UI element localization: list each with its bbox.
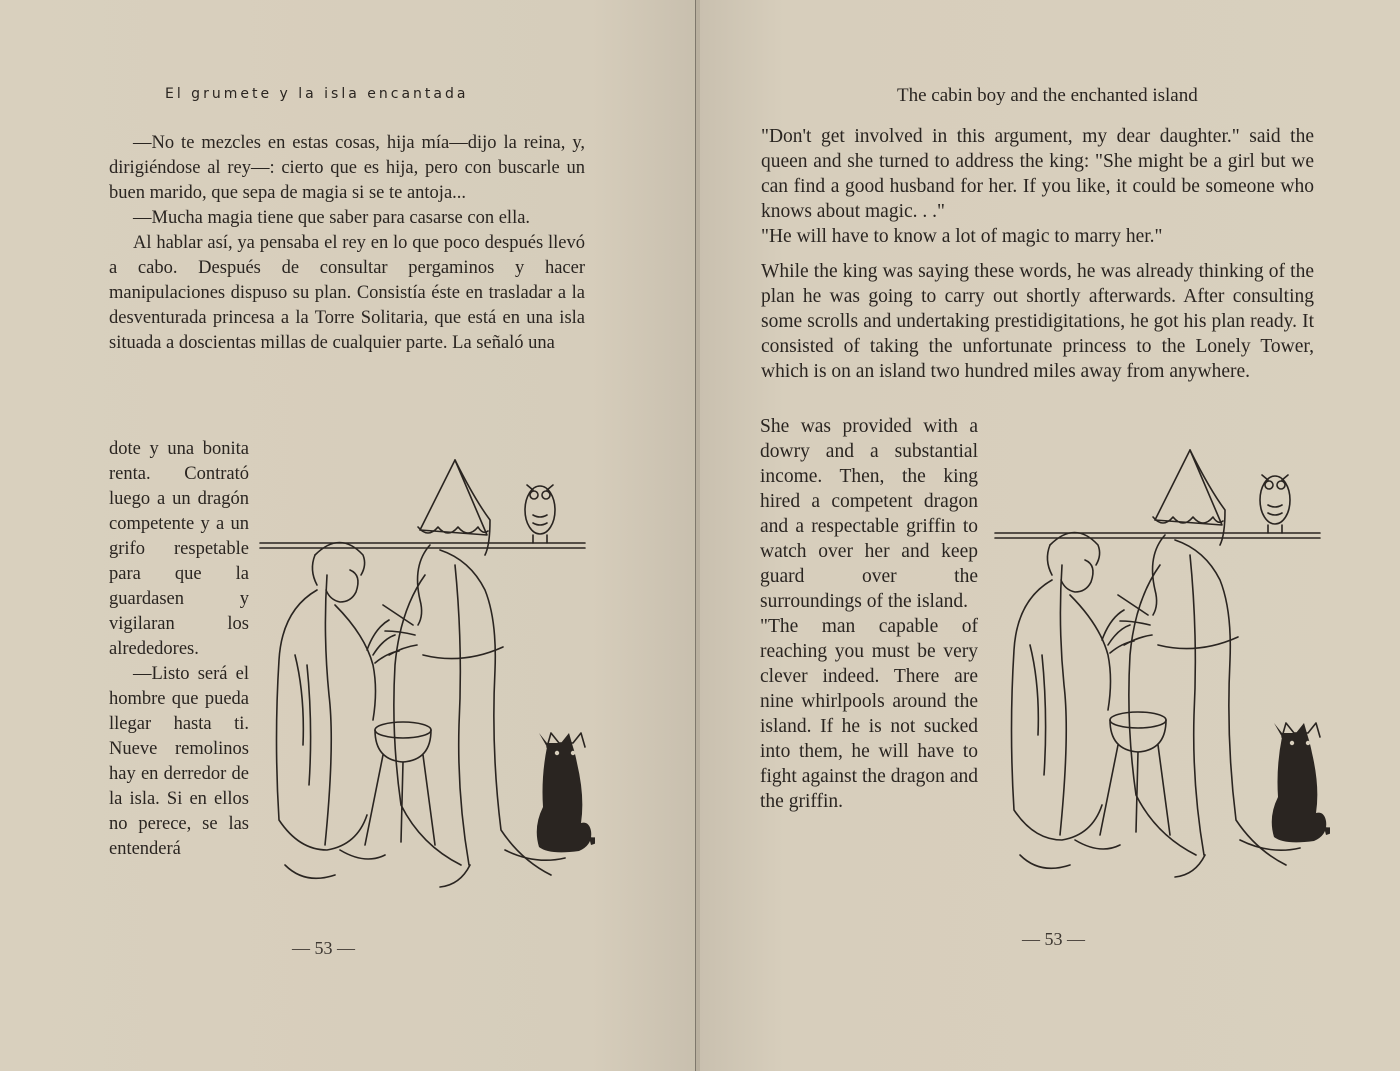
right-narrow-text <box>760 414 978 814</box>
right-paragraph-3: While the king was saying these words, he was already thinking of the plan he was going to carry out shortly afterwards. After consulting some scrolls and undertaking prestidigitations, he got his plan ready. It consisted of taking the unfortunate princess to the Lonely Tower, which is on an island two hundred miles away from anywhere. <box>761 261 1314 382</box>
right-paragraph-4: She was provided with a dowry and a substantial income. Then, the king hired a competent dragon and a respectable griffin to watch over her and keep guard over the surroundings of the island. <box>760 416 978 612</box>
right-paragraph-2: "He will have to know a lot of magic to marry her." <box>761 226 1163 247</box>
left-page <box>0 0 697 1071</box>
right-page-number: — 53 — <box>1022 929 1085 949</box>
left-page-number: — 53 — <box>292 938 355 958</box>
right-paragraph-1: "Don't get involved in this argument, my dear daughter." said the queen and she turned to address the king: "She might be a girl but we can find a good husband for her. If you like, it could be someone who knows about magic. . ." <box>761 126 1314 222</box>
left-paragraph-2: —Mucha magia tiene que saber para casarse con ella. <box>133 208 531 228</box>
left-paragraph-4: dote y una bonita renta. Contrató luego a un dragón competente y a un grifo respetable para que la guardasen y vigilaran los alrededores. <box>109 439 249 659</box>
left-narrow-text <box>109 437 249 862</box>
left-full-width-text <box>109 131 585 356</box>
right-paragraph-5: "The man capable of reaching you must be very clever indeed. There are nine whirlpools around the island. If he is not sucked into them, he will have to fight against the dragon and the griffin. <box>760 616 978 812</box>
left-paragraph-1: —No te mezcles en estas cosas, hija mía—dijo la reina, y, dirigiéndose al rey—: cierto que es hija, pero con buscarle un buen marido, que sepa de magia si se te antoja... <box>109 133 585 203</box>
right-page <box>700 0 1400 1071</box>
right-illustration <box>990 445 1330 905</box>
left-running-title: El grumete y la isla encantada <box>165 86 469 102</box>
left-paragraph-3: Al hablar así, ya pensaba el rey en lo que poco después llevó a cabo. Después de consultar pergaminos y hacer manipulaciones dispuso su plan. Consistía éste en trasladar a la desventurada princesa a la Torre Solitaria, que está en una isla situada a doscientas millas de cualquier parte. La señaló una <box>109 233 585 353</box>
witch-and-king-with-owl-and-black-cat-icon <box>255 455 595 915</box>
left-illustration <box>255 455 595 915</box>
witch-and-king-with-owl-and-black-cat-icon <box>990 445 1330 905</box>
right-running-title: The cabin boy and the enchanted island <box>897 85 1198 106</box>
right-full-width-text <box>761 124 1314 384</box>
left-paragraph-5: —Listo será el hombre que pueda llegar hasta ti. Nueve remolinos hay en derredor de la isla. Si en ellos no perece, se las entenderá <box>109 664 249 859</box>
